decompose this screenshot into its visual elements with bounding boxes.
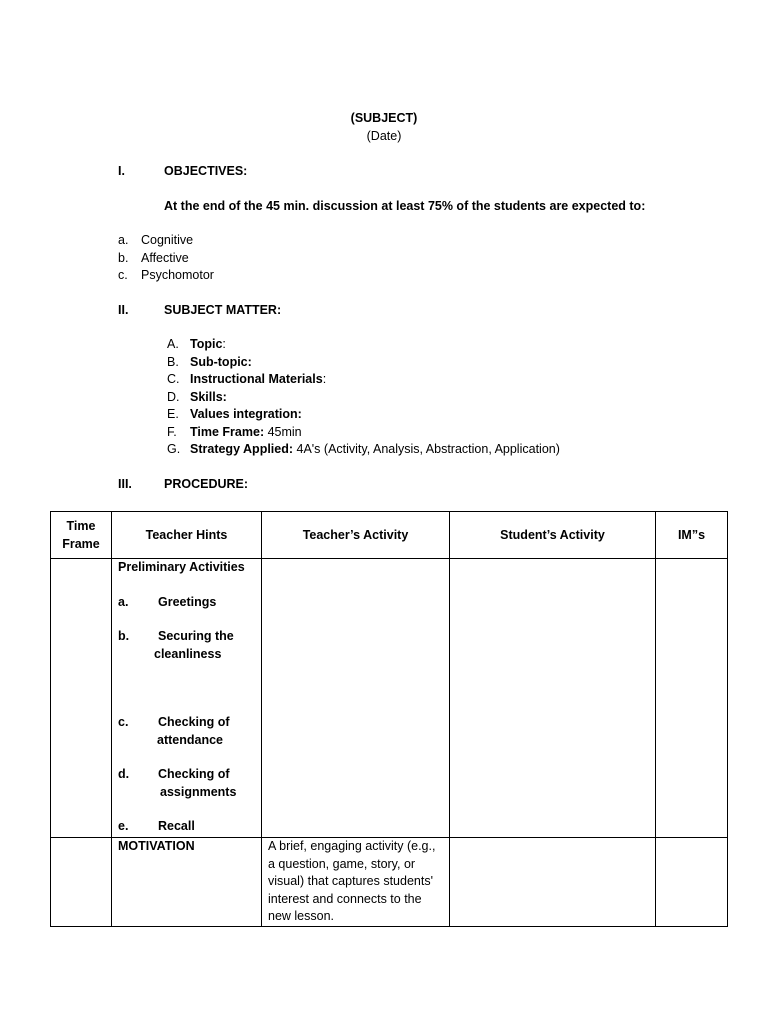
list-marker: a. [118, 594, 129, 609]
col-header-ims: IM”s [656, 512, 728, 559]
subject-matter-heading: SUBJECT MATTER: [164, 303, 282, 317]
col-header-student-activity: Student’s Activity [450, 512, 656, 559]
hint-text-line2: attendance [157, 732, 223, 747]
col-header-frame-line: Frame [62, 537, 100, 551]
table-row-motivation [51, 838, 728, 927]
item-label: Skills: [190, 390, 227, 404]
list-marker: e. [118, 819, 129, 833]
item-value: : [222, 337, 226, 351]
objective-item-cognitive [118, 233, 193, 247]
teacher-hints-cell [112, 559, 262, 838]
list-marker: B. [167, 355, 179, 369]
list-marker: D. [167, 390, 180, 404]
item-value: 4A's (Activity, Analysis, Abstraction, Application) [293, 442, 560, 456]
objectives-heading-row [118, 164, 247, 178]
col-header-time-frame [51, 512, 112, 559]
hint-item-recall [118, 818, 261, 836]
hint-text-line1: Securing the [158, 629, 234, 643]
motivation-title: MOTIVATION [118, 839, 195, 853]
time-frame-cell [51, 838, 112, 927]
col-header-teacher-activity: Teacher’s Activity [262, 512, 450, 559]
teacher-activity-cell [262, 559, 450, 838]
list-marker: F. [167, 425, 177, 439]
teacher-hints-cell [112, 838, 262, 927]
item-label: Strategy Applied: [190, 442, 294, 456]
subject-matter-heading-row [118, 303, 281, 317]
item-value: 45min [264, 425, 302, 439]
list-marker: a. [118, 233, 129, 247]
objectives-numeral: I. [118, 164, 125, 178]
subject-matter-item-strategy [167, 442, 560, 456]
subject-matter-item-skills [167, 390, 227, 404]
table-header-row [51, 512, 728, 559]
hint-item-attendance [118, 714, 261, 749]
list-marker: c. [118, 715, 129, 729]
procedure-numeral: III. [118, 477, 132, 491]
objective-text: Affective [141, 251, 189, 265]
col-header-teacher-hints: Teacher Hints [112, 512, 262, 559]
list-marker: G. [167, 442, 181, 456]
col-header-time-line: Time [66, 519, 96, 533]
table-row-preliminary [51, 559, 728, 838]
hint-text-line1: Checking of [158, 715, 230, 729]
subject-matter-item-topic [167, 337, 226, 351]
subject-matter-numeral: II. [118, 303, 129, 317]
date-line: (Date) [366, 129, 402, 143]
list-marker: b. [118, 251, 129, 265]
preliminary-title: Preliminary Activities [118, 560, 245, 574]
subject-title: (SUBJECT) [350, 111, 418, 125]
list-marker: A. [167, 337, 179, 351]
teacher-activity-cell [262, 838, 450, 927]
procedure-heading: PROCEDURE: [164, 477, 249, 491]
subject-matter-item-materials [167, 372, 326, 386]
objectives-heading: OBJECTIVES: [164, 164, 248, 178]
hint-item-cleanliness [118, 628, 261, 663]
objective-item-affective [118, 251, 189, 265]
item-value: : [322, 372, 327, 386]
item-label: Sub-topic: [190, 355, 252, 369]
ims-cell [656, 559, 728, 838]
subject-matter-item-time-frame [167, 425, 302, 439]
objective-item-psychomotor [118, 268, 214, 282]
hint-text-line2: cleanliness [154, 646, 222, 661]
procedure-table [50, 511, 728, 927]
item-label: Instructional Materials [190, 372, 323, 386]
list-marker: C. [167, 372, 180, 386]
subject-matter-item-values [167, 407, 302, 421]
objective-text: Cognitive [141, 233, 194, 247]
objective-text: Psychomotor [141, 268, 214, 282]
ims-cell [656, 838, 728, 927]
hint-item-greetings [118, 594, 261, 612]
hint-text: Recall [158, 819, 195, 833]
time-frame-cell [51, 559, 112, 838]
hint-item-assignments [118, 766, 261, 801]
student-activity-cell [450, 559, 656, 838]
hint-text: Greetings [158, 594, 217, 609]
item-label: Time Frame: [190, 425, 265, 439]
item-label: Topic [190, 337, 223, 351]
list-marker: b. [118, 629, 130, 643]
item-label: Values integration: [190, 407, 302, 421]
list-marker: d. [118, 767, 130, 781]
list-marker: c. [118, 268, 128, 282]
student-activity-cell [450, 838, 656, 927]
motivation-description: A brief, engaging activity (e.g., a question, game, story, or visual) that captures students' interest and connects to the new lesson. [268, 839, 436, 923]
objectives-statement: At the end of the 45 min. discussion at least 75% of the students are expected to: [164, 199, 646, 213]
procedure-heading-row [118, 477, 248, 491]
subject-matter-item-subtopic [167, 355, 252, 369]
list-marker: E. [167, 407, 179, 421]
hint-text-line1: Checking of [158, 767, 230, 781]
hint-text-line2: assignments [160, 784, 237, 799]
